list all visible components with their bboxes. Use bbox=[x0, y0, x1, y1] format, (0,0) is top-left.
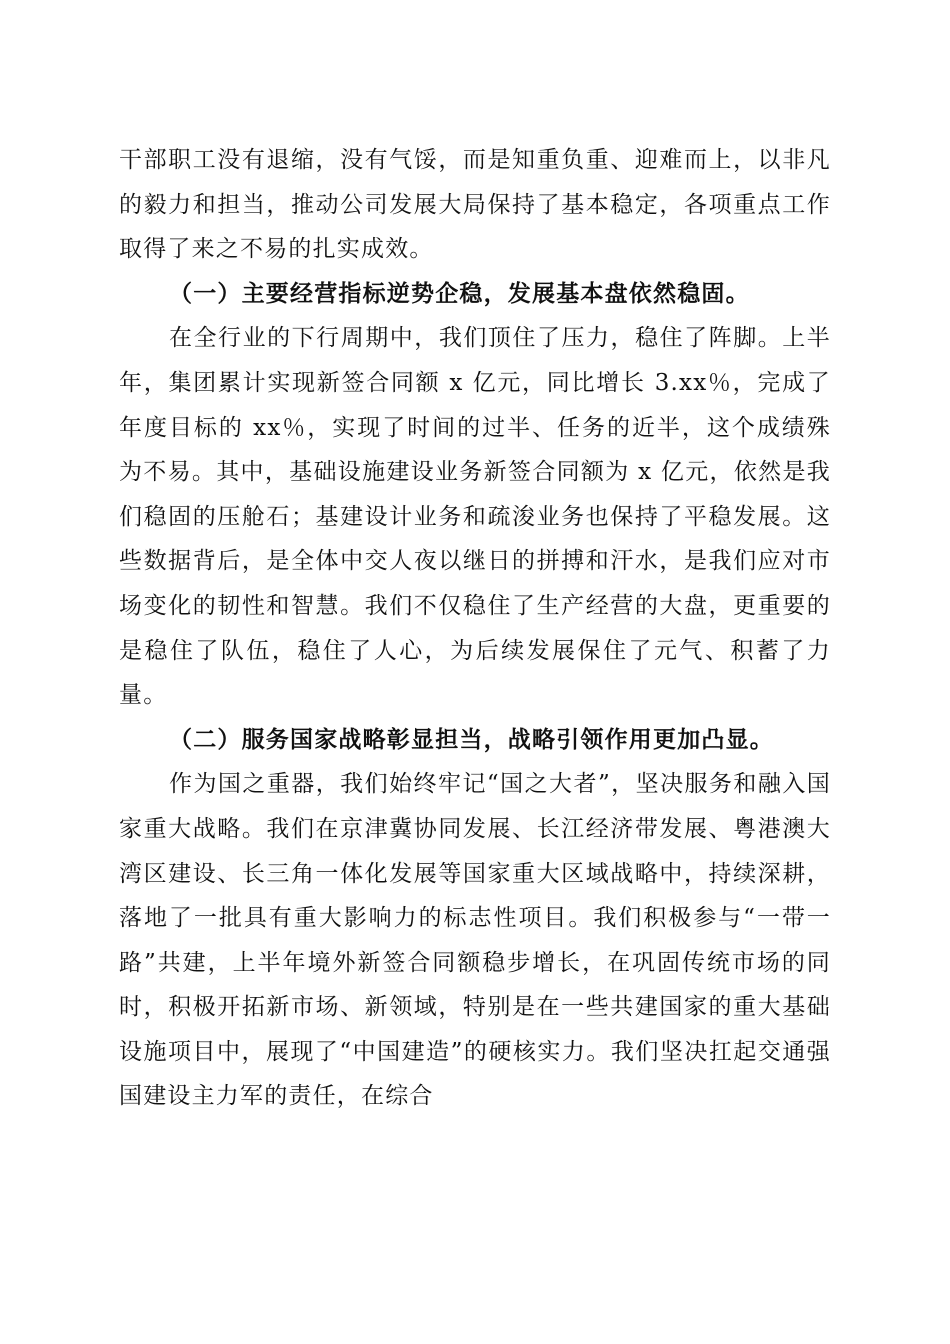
body-paragraph-1: 在全行业的下行周期中，我们顶住了压力，稳住了阵脚。上半年，集团累计实现新签合同额 x 亿元，同比增长 3.xx％，完成了年度目标的 xx％，实现了时间的过半、任务的近半，这个成绩殊为不易。其中，基础设施建设业务新签合同额为 x 亿元，依然是我们稳固的压舱石；基建设计业务和疏浚业务也保持了平稳发展。这些数据背后，是全体中交人夜以继日的拼搏和汗水，是我们应对市场变化的韧性和智慧。我们不仅稳住了生产经营的大盘，更重要的是稳住了队伍，稳住了人心，为后续发展保住了元气、积蓄了力量。 bbox=[119, 325, 831, 709]
document-body bbox=[119, 138, 831, 1119]
continuation-paragraph: 干部职工没有退缩，没有气馁，而是知重负重、迎难而上，以非凡的毅力和担当，推动公司发展大局保持了基本稳定，各项重点工作取得了来之不易的扎实成效。 bbox=[119, 147, 831, 263]
section-heading-1: （一）主要经营指标逆势企稳，发展基本盘依然稳固。 bbox=[169, 279, 750, 307]
body-paragraph-2: 作为国之重器，我们始终牢记“国之大者”，坚决服务和融入国家重大战略。我们在京津冀协同发展、长江经济带发展、粤港澳大湾区建设、长三角一体化发展等国家重大区域战略中，持续深耕，落地了一批具有重大影响力的标志性项目。我们积极参与“一带一路”共建，上半年境外新签合同额稳步增长，在巩固传统市场的同时，积极开拓新市场、新领域，特别是在一些共建国家的重大基础设施项目中，展现了“中国建造”的硬核实力。我们坚决扛起交通强国建设主力军的责任，在综合 bbox=[119, 771, 831, 1110]
section-heading-2: （二）服务国家战略彰显担当，战略引领作用更加凸显。 bbox=[169, 725, 774, 753]
